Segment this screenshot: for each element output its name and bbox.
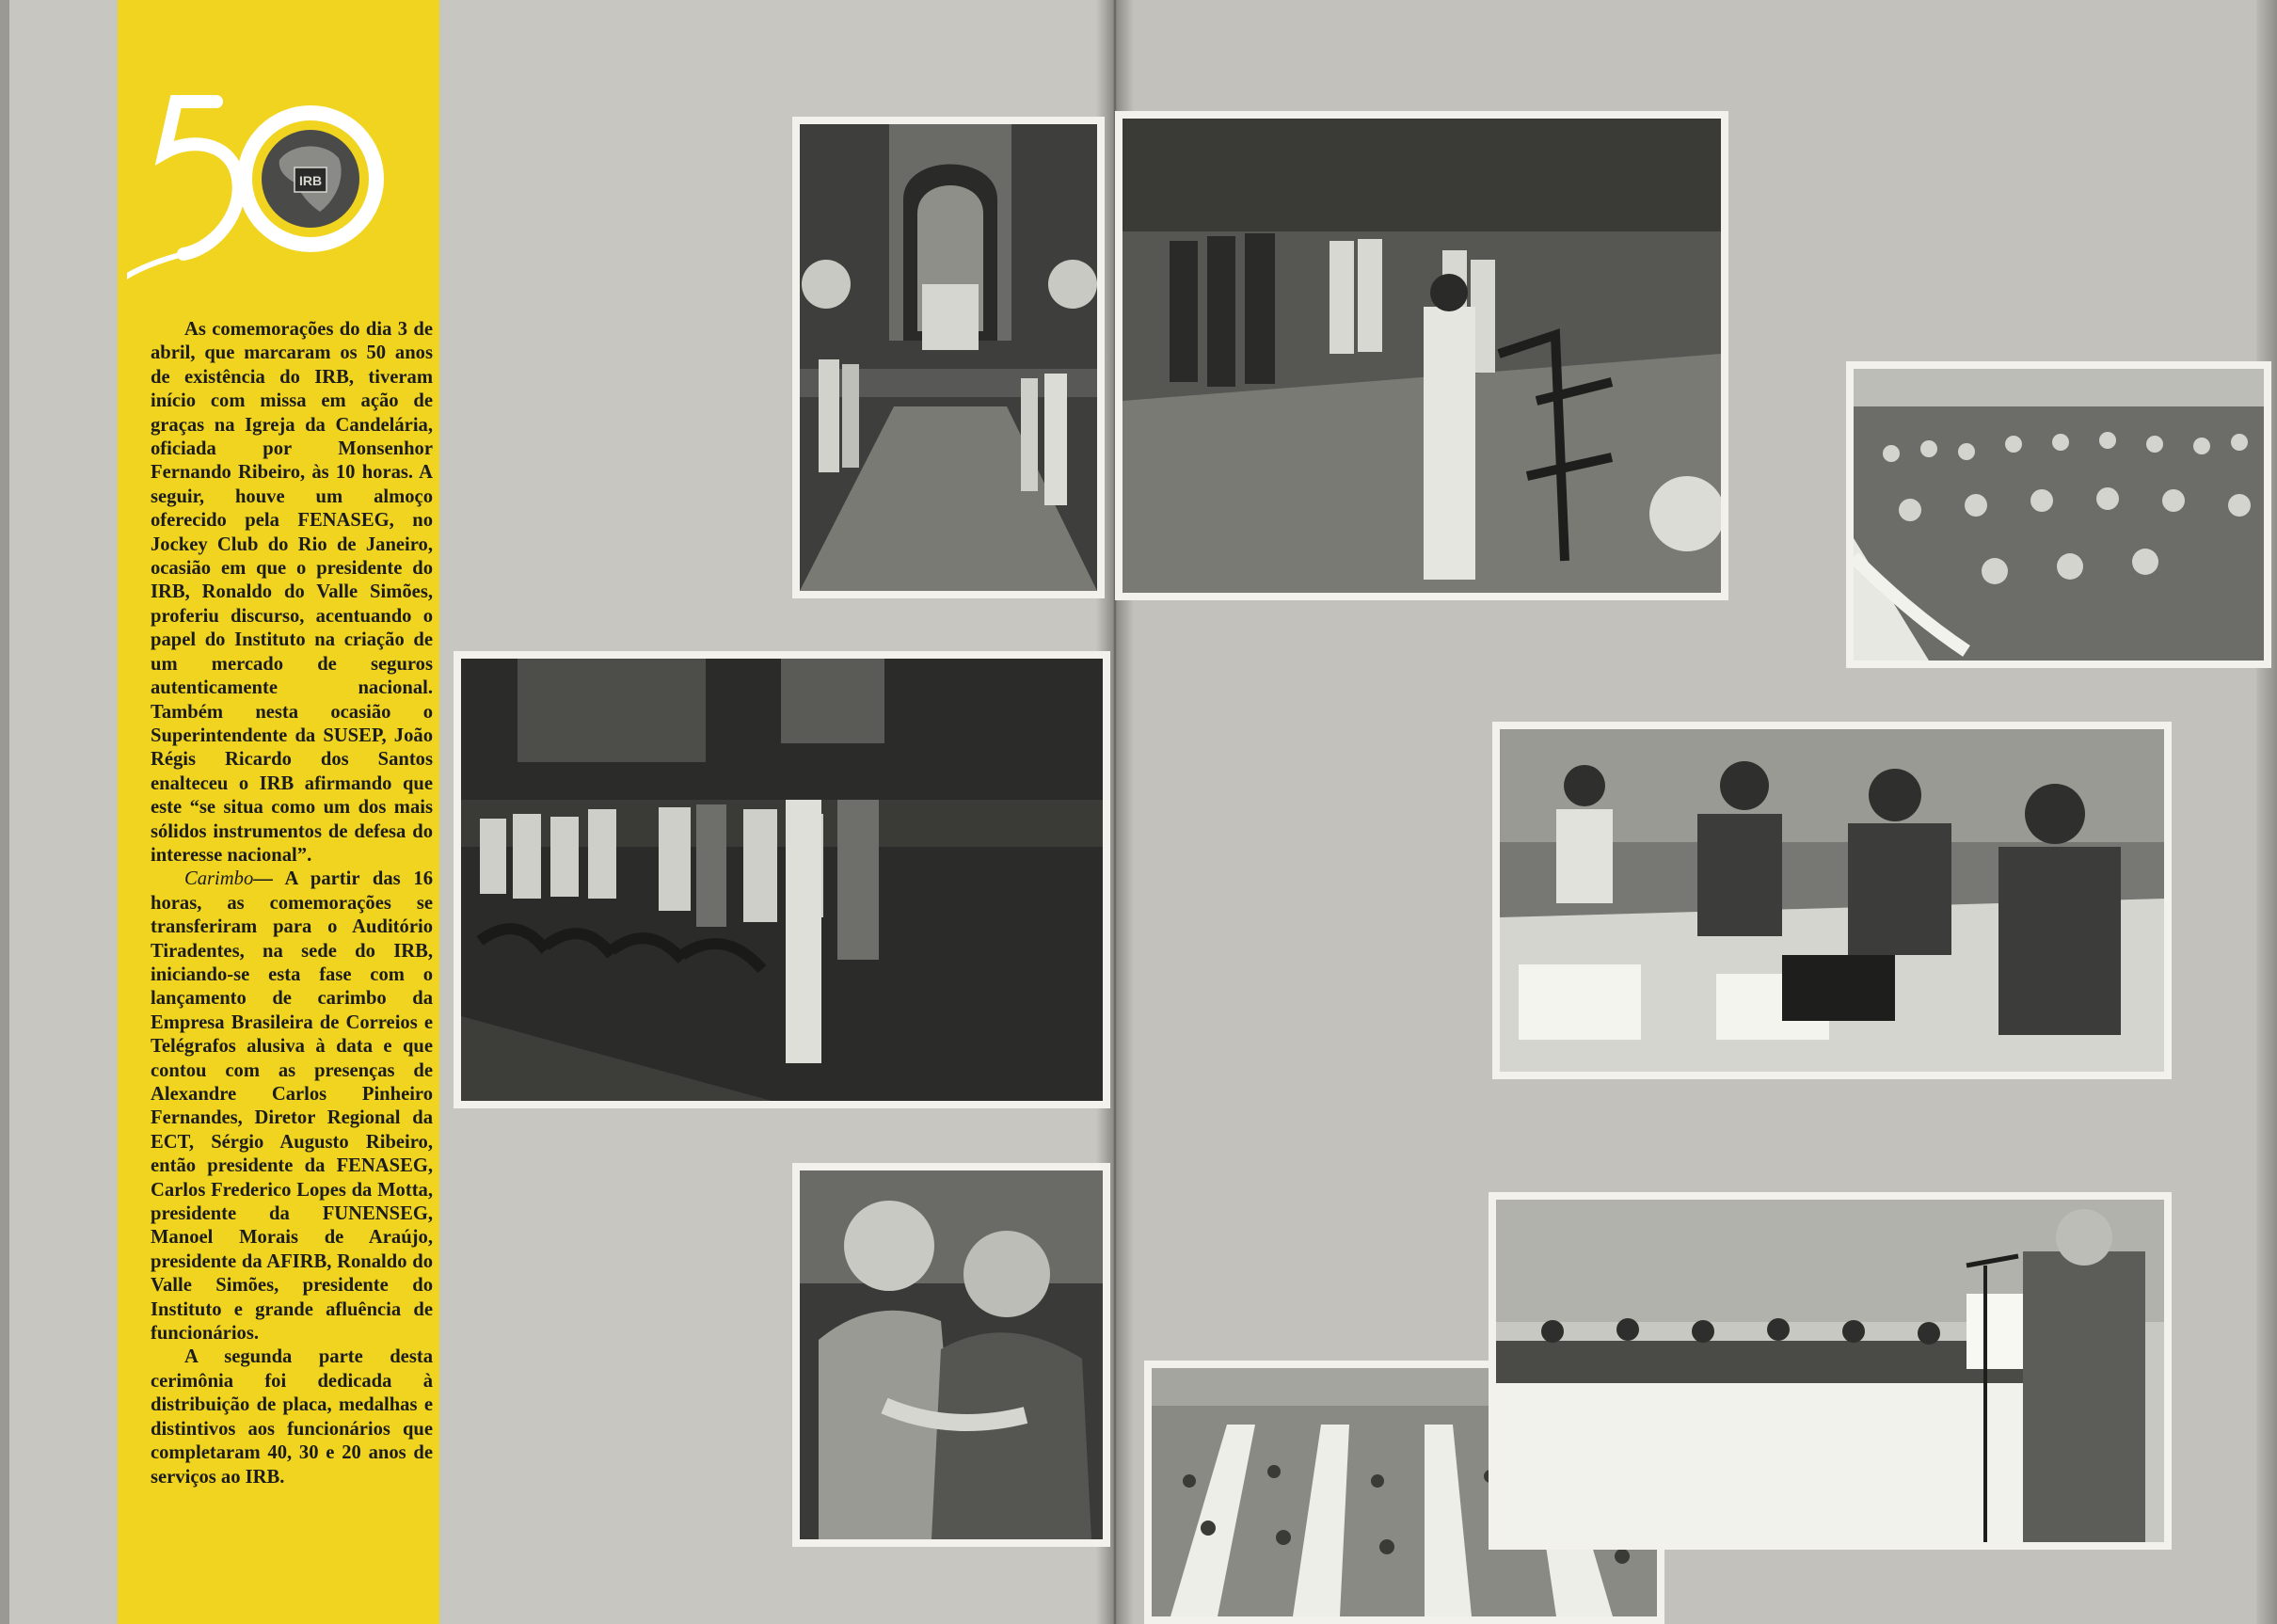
article-body (151, 318, 433, 1489)
right-page-edge (2256, 0, 2277, 1624)
paragraph-carimbo (151, 868, 433, 1345)
carimbo-text: — A partir das 16 horas, as comemorações se transferiram para o Auditório Tiradentes, na sede do IRB, iniciando-se esta fase com o lançamento de carimbo da Empresa Brasileira de Correios e Telégrafos alusiva à data e que contou com as presenças de Alexandre Carlos Pinheiro Fernandes, Diretor Regional da ECT, Sérgio Augusto Ribeiro, então presidente da FENASEG, Carlos Frederico Lopes da Motta, presidente da FUNENSEG, Manoel Morais de Araújo, presidente da AFIRB, Ronaldo do Valle Simões, presidente do Instituto e grande afluência de funcionários. (151, 868, 433, 1345)
photo-church-altar (792, 117, 1105, 598)
paragraph-opening: As comemorações do dia 3 de abril, que marcaram os 50 anos de existência do IRB, tiveram início com missa em ação de graças na Igreja da Candelária, oficiada por Monsenhor Fernando Ribeiro, às 10 horas. A seguir, houve um almoço oferecido pela FENASEG, no Jockey Club do Rio de Janeiro, ocasião em que o presidente do IRB, Ronaldo do Valle Simões, proferiu discurso, acentuando o papel do Instituto na criação de um mercado de seguros autenticamente nacional. Também nesta ocasião o Superintendente da SUSEP, João Régis Ricardo dos Santos enalteceu o IRB afirmando que este “se situa como um dos mais sólidos instrumentos de defesa do interesse nacional”. (151, 319, 433, 866)
photo-stamp-launch-table (1492, 722, 2172, 1079)
photo-auditorium-audience (1846, 361, 2271, 668)
anniversary-50-logo (127, 85, 438, 296)
logo-emblem-text: IRB (298, 173, 323, 188)
photo-embrace (792, 1163, 1110, 1547)
carimbo-lead: Carimbo (184, 868, 254, 890)
paragraph-closing: A segunda parte desta cerimônia foi dedicada à distribuição de placa, medalhas e distintivos aos funcionários que completaram 40, 30 e 20 anos de serviços ao IRB. (151, 1346, 433, 1488)
left-page-edge (0, 0, 9, 1624)
photo-mass-congregation (454, 651, 1110, 1108)
photo-mass-pews (1115, 111, 1728, 600)
photo-speaker-podium (1489, 1192, 2172, 1550)
